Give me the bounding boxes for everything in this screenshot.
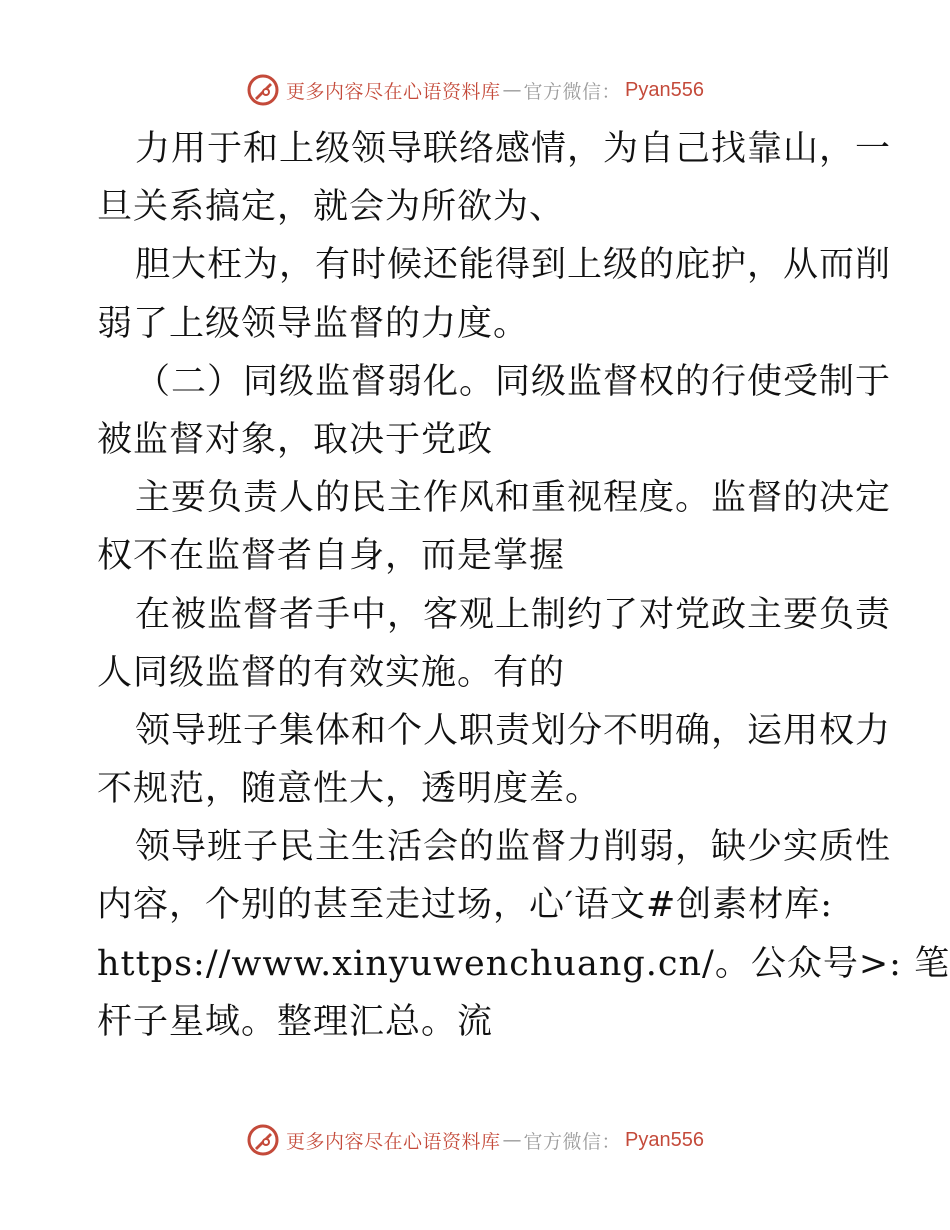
header-banner xyxy=(0,70,950,110)
section-heading-line: （二）同级监督弱化。同级监督权的行使受制于 xyxy=(135,361,892,402)
document-body xyxy=(97,120,950,1051)
banner-dash: — xyxy=(502,1129,522,1151)
text-line: 主要负责人的民主作风和重视程度。监督的决定 xyxy=(135,478,892,519)
text-line: 不规范，随意性大，透明度差。 xyxy=(97,769,602,810)
banner-slogan: 更多内容尽在心语资料库 xyxy=(286,80,501,103)
quill-pen-circle-icon xyxy=(246,1123,280,1157)
banner-dash: — xyxy=(502,79,522,101)
quill-pen-circle-icon xyxy=(246,73,280,107)
text-line: 弱了上级领导监督的力度。 xyxy=(97,303,530,344)
text-line: 领导班子集体和个人职责划分不明确，运用权力 xyxy=(135,710,892,751)
banner-official-label: 官方微信： xyxy=(523,80,622,103)
url-text-line: https://www.xinyuwenchuang.cn/。公众号>: 笔 xyxy=(97,943,950,984)
banner-slogan: 更多内容尽在心语资料库 xyxy=(286,1130,501,1153)
text-line: 在被监督者手中，客观上制约了对党政主要负责 xyxy=(135,594,892,635)
text-line: 杆子星域。整理汇总。流 xyxy=(97,1001,494,1042)
text-line: 内容，个别的甚至走过场，心′语文#创素材库: xyxy=(97,885,834,926)
banner-wechat-handle: Pyan556 xyxy=(625,1128,704,1151)
text-line: 领导班子民主生活会的监督力削弱，缺少实质性 xyxy=(135,827,892,868)
banner-official-label: 官方微信： xyxy=(523,1130,622,1153)
text-line: 力用于和上级领导联络感情，为自己找靠山，一 xyxy=(135,129,892,169)
text-line: 人同级监督的有效实施。有的 xyxy=(97,652,566,693)
footer-banner xyxy=(0,1120,950,1160)
text-line: 胆大枉为，有时候还能得到上级的庇护，从而削 xyxy=(135,245,892,286)
text-line: 被监督对象，取决于党政 xyxy=(97,419,494,460)
text-line: 权不在监督者自身，而是掌握 xyxy=(97,536,566,577)
text-line: 旦关系搞定，就会为所欲为、 xyxy=(97,187,566,228)
banner-wechat-handle: Pyan556 xyxy=(625,78,704,101)
